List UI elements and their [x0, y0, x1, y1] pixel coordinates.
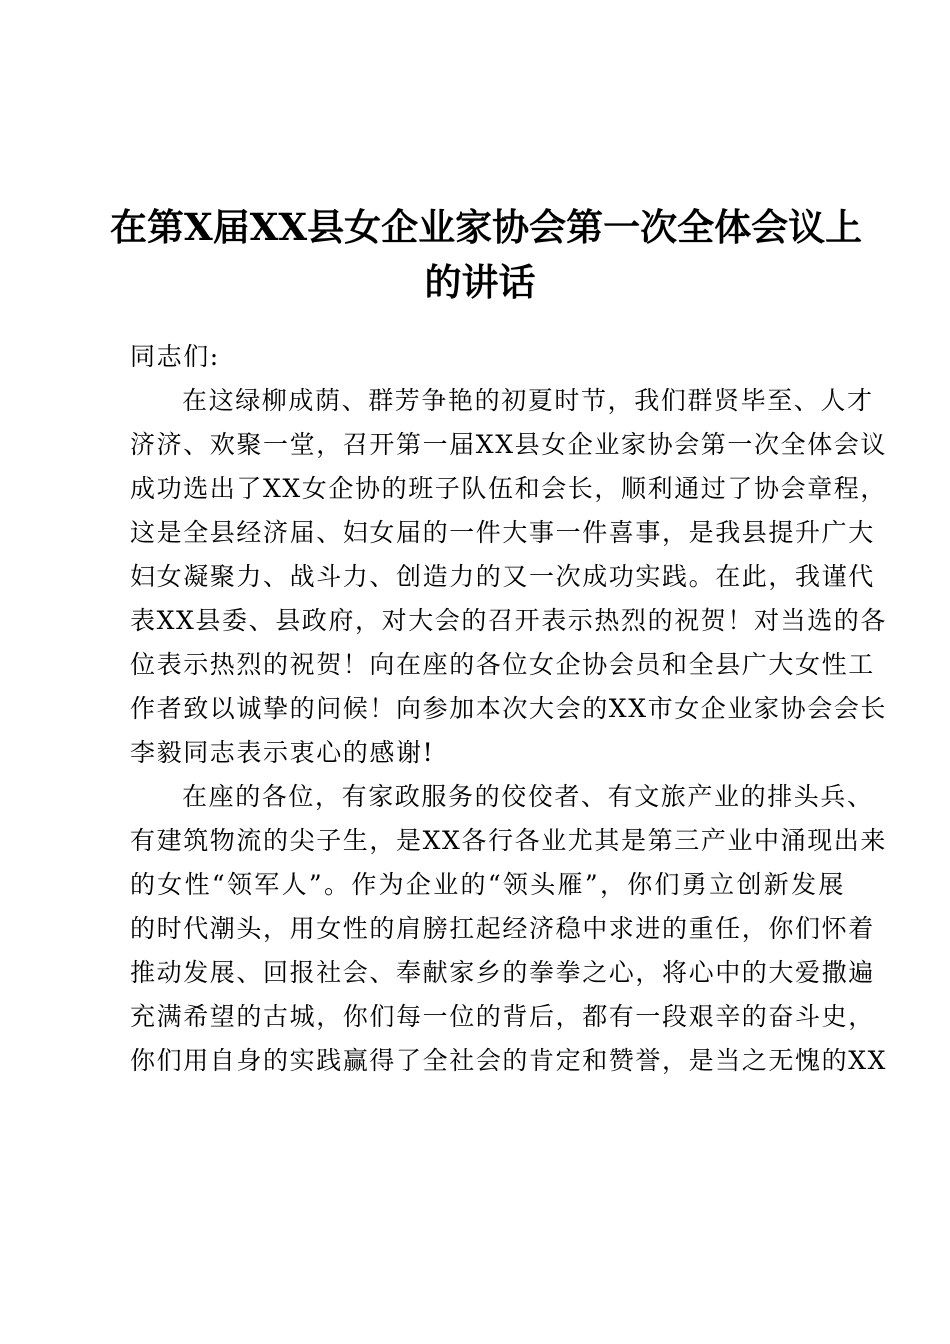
paragraph-line: 在这绿柳成荫、群芳争艳的初夏时节，我们群贤毕至、人才	[182, 386, 874, 415]
paragraph-line: 推动发展、回报社会、奉献家乡的拳拳之心，将心中的大爱撒遍	[130, 958, 875, 987]
title-line-1: 在第X届XX县女企业家协会第一次全体会议上	[110, 205, 863, 249]
salutation: 同志们:	[130, 342, 220, 371]
paragraph-line: 这是全县经济届、妇女届的一件大事一件喜事，是我县提升广大	[130, 518, 875, 547]
paragraph-line: 有建筑物流的尖子生，是XX各行各业尤其是第三产业中涌现出来	[130, 826, 887, 855]
paragraph-line: 表XX县委、县政府，对大会的召开表示热烈的祝贺！对当选的各	[130, 606, 887, 635]
paragraph-1	[130, 379, 887, 775]
paragraph-line: 济济、欢聚一堂，召开第一届XX县女企业家协会第一次全体会议	[130, 430, 887, 459]
paragraph-line: 在座的各位，有家政服务的佼佼者、有文旅产业的排头兵、	[182, 782, 874, 811]
document-body	[130, 335, 887, 1083]
paragraph-line: 李毅同志表示衷心的感谢!	[130, 738, 435, 767]
paragraph-line: 的时代潮头，用女性的肩膀扛起经济稳中求进的重任，你们怀着	[130, 914, 875, 943]
paragraph-line: 成功选出了XX女企协的班子队伍和会长，顺利通过了协会章程，	[130, 474, 887, 503]
document-title	[110, 200, 863, 310]
paragraph-line: 的女性“领军人”。作为企业的“领头雁”，你们勇立创新发展	[130, 870, 845, 899]
paragraph-line: 你们用自身的实践赢得了全社会的肯定和赞誉，是当之无愧的XX	[130, 1046, 887, 1075]
paragraph-line: 妇女凝聚力、战斗力、创造力的又一次成功实践。在此，我谨代	[130, 562, 875, 591]
paragraph-2	[130, 775, 887, 1083]
paragraph-line: 位表示热烈的祝贺！向在座的各位女企协会员和全县广大女性工	[130, 650, 875, 679]
paragraph-line: 作者致以诚挚的问候！向参加本次大会的XX市女企业家协会会长	[130, 694, 887, 723]
title-line-2: 的讲话	[424, 260, 536, 304]
paragraph-line: 充满希望的古城，你们每一位的背后，都有一段艰辛的奋斗史，	[130, 1002, 875, 1031]
